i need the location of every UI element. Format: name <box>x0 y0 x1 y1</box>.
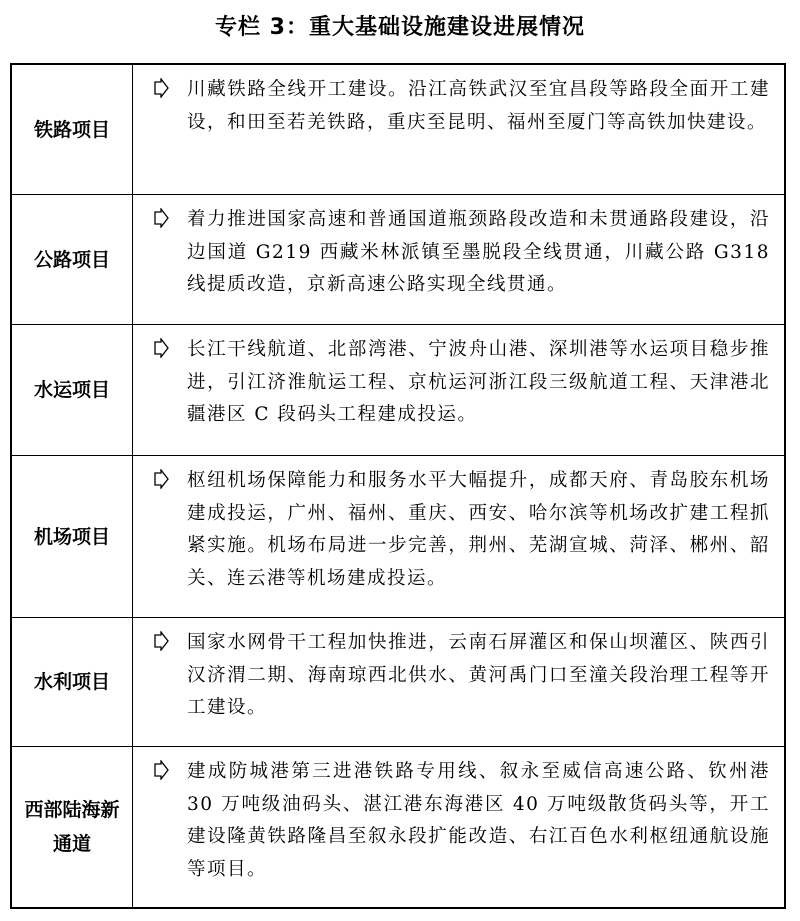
row-label: 水利项目 <box>12 618 133 746</box>
row-content: 建成防城港第三进港铁路专用线、叙永至威信高速公路、钦州港 30 万吨级油码头、湛江港东海港区 40 万吨级散货码头等，开工建设隆黄铁路隆昌至叙永段扩能改造、右江百色水利枢纽通航设施等项目。 <box>187 761 770 880</box>
row-label: 铁路项目 <box>12 65 133 194</box>
row-content-cell <box>133 195 784 324</box>
table-row <box>12 456 784 618</box>
arrow-icon <box>153 338 169 358</box>
arrow-icon <box>153 760 169 780</box>
row-content: 国家水网骨干工程加快推进，云南石屏灌区和保山坝灌区、陕西引汉济渭二期、海南琼西北供水、黄河禹门口至潼关段治理工程等开工建设。 <box>187 632 770 718</box>
projects-table <box>10 63 786 909</box>
row-content-cell <box>133 747 784 907</box>
row-content: 长江干线航道、北部湾港、宁波舟山港、深圳港等水运项目稳步推进，引江济淮航运工程、京杭运河浙江段三级航道工程、天津港北疆港区 C 段码头工程建成投运。 <box>187 339 770 425</box>
row-content-cell <box>133 325 784 455</box>
table-row <box>12 747 784 907</box>
row-content: 枢纽机场保障能力和服务水平大幅提升，成都天府、青岛胶东机场建成投运，广州、福州、重庆、西安、哈尔滨等机场改扩建工程抓紧实施。机场布局进一步完善，荆州、芜湖宣城、菏泽、郴州、韶关、连云港等机场建成投运。 <box>187 470 770 589</box>
page-title: 专栏 3：重大基础设施建设进展情况 <box>215 15 585 40</box>
row-label: 机场项目 <box>12 456 133 617</box>
table-row <box>12 618 784 747</box>
row-label: 公路项目 <box>12 195 133 324</box>
row-content-cell <box>133 456 784 617</box>
table-row <box>12 195 784 325</box>
arrow-icon <box>153 631 169 651</box>
arrow-icon <box>153 78 169 98</box>
row-content-cell <box>133 65 784 194</box>
table-row <box>12 325 784 456</box>
arrow-icon <box>153 469 169 489</box>
row-content-cell <box>133 618 784 746</box>
row-label: 水运项目 <box>12 325 133 455</box>
arrow-icon <box>153 208 169 228</box>
row-content: 川藏铁路全线开工建设。沿江高铁武汉至宜昌段等路段全面开工建设，和田至若羌铁路，重庆至昆明、福州至厦门等高铁加快建设。 <box>187 79 770 133</box>
row-content: 着力推进国家高速和普通国道瓶颈路段改造和未贯通路段建设，沿边国道 G219 西藏米林派镇至墨脱段全线贯通，川藏公路 G318 线提质改造，京新高速公路实现全线贯通。 <box>187 209 770 295</box>
row-label: 西部陆海新通道 <box>12 747 133 907</box>
table-row <box>12 65 784 195</box>
